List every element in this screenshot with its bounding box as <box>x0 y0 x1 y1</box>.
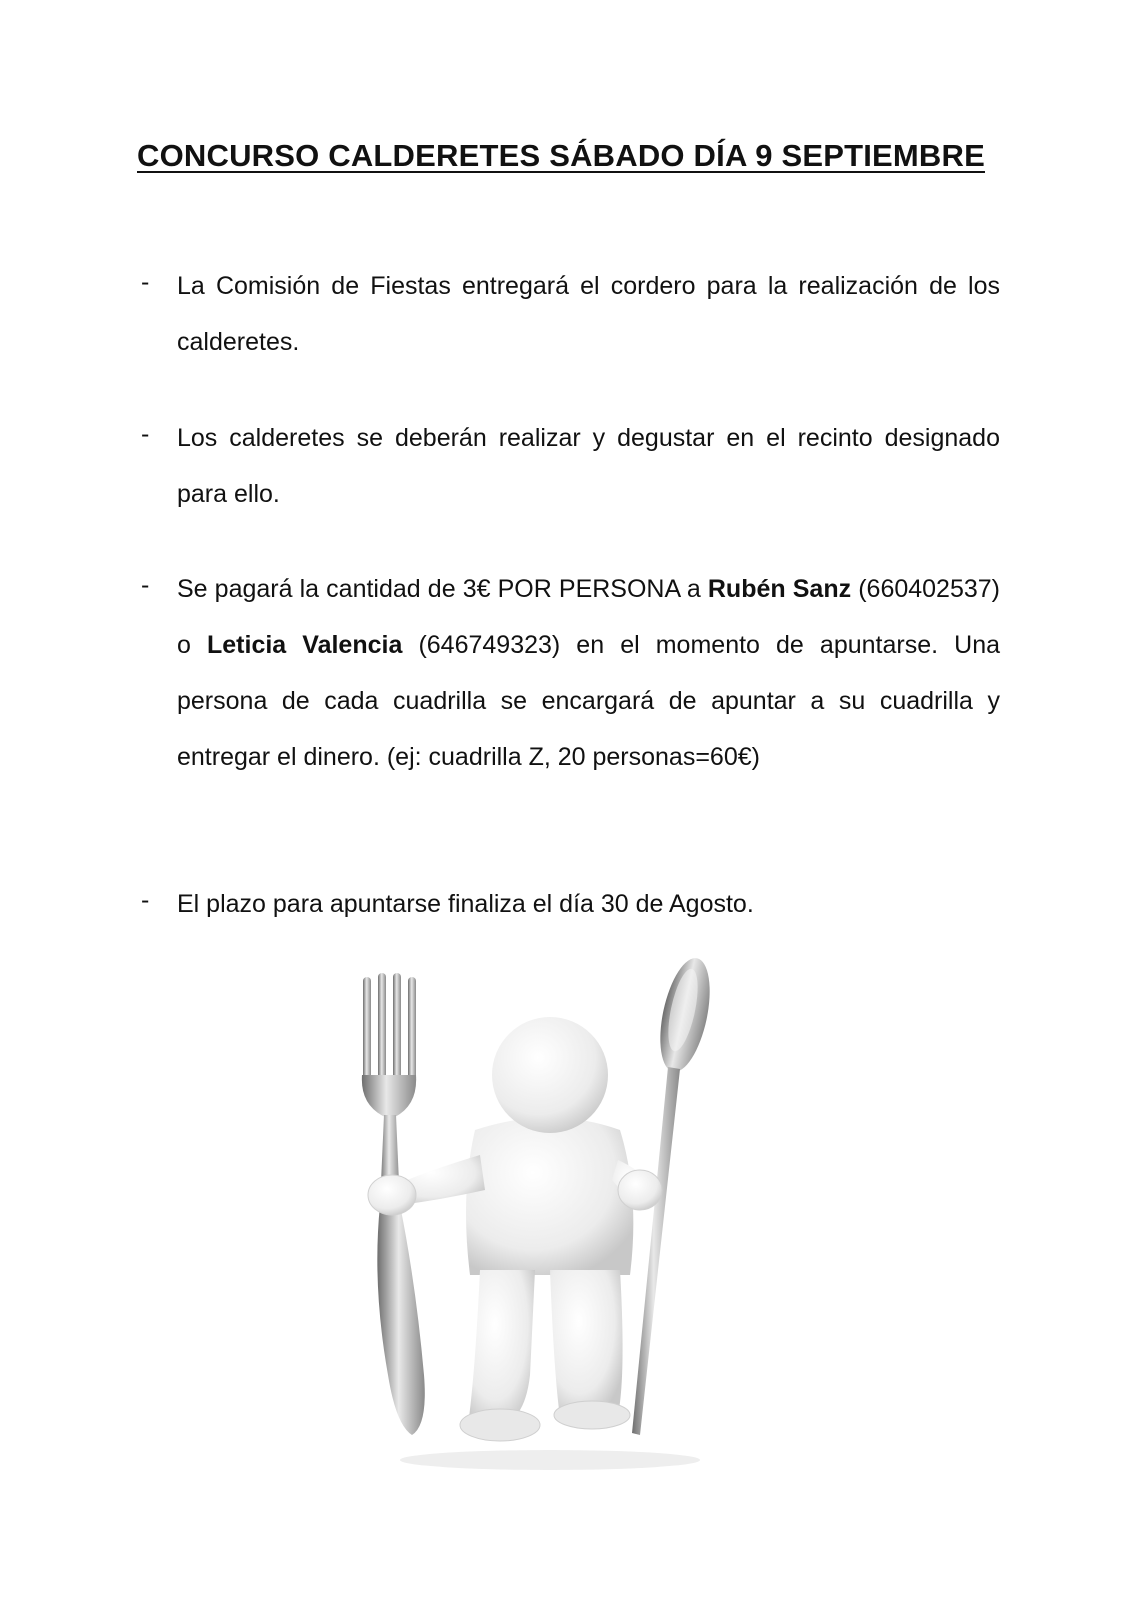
figure-with-fork-and-spoon-icon <box>300 955 800 1480</box>
rule-venue: Los calderetes se deberán realizar y degustar en el recinto designado para ello. <box>177 424 1000 508</box>
payment-text-2: (660402537) o <box>177 575 1000 659</box>
page-title: CONCURSO CALDERETES SÁBADO DÍA 9 SEPTIEMBRE <box>137 138 985 173</box>
contact-name-leticia: Leticia Valencia <box>207 631 403 659</box>
rule-lamb-delivery: La Comisión de Fiestas entregará el cordero para la realización de los calderetes. <box>177 272 1000 356</box>
payment-text-1: Se pagará la cantidad de 3€ POR PERSONA a <box>177 575 708 603</box>
bullet-dash: - <box>141 571 150 599</box>
bullet-dash: - <box>141 268 150 296</box>
rule-payment <box>177 561 1000 785</box>
bullet-dash: - <box>141 420 150 448</box>
payment-text-3: (646749323) en el momento de apuntarse. Una persona de cada cuadrilla se encargará de apuntar a su cuadrilla y entregar el dinero. (ej: cuadrilla Z, 20 personas=60€) <box>177 631 1000 771</box>
rule-deadline: El plazo para apuntarse finaliza el día 30 de Agosto. <box>177 890 754 918</box>
bullet-dash: - <box>141 886 150 914</box>
contact-name-ruben: Rubén Sanz <box>707 575 852 603</box>
